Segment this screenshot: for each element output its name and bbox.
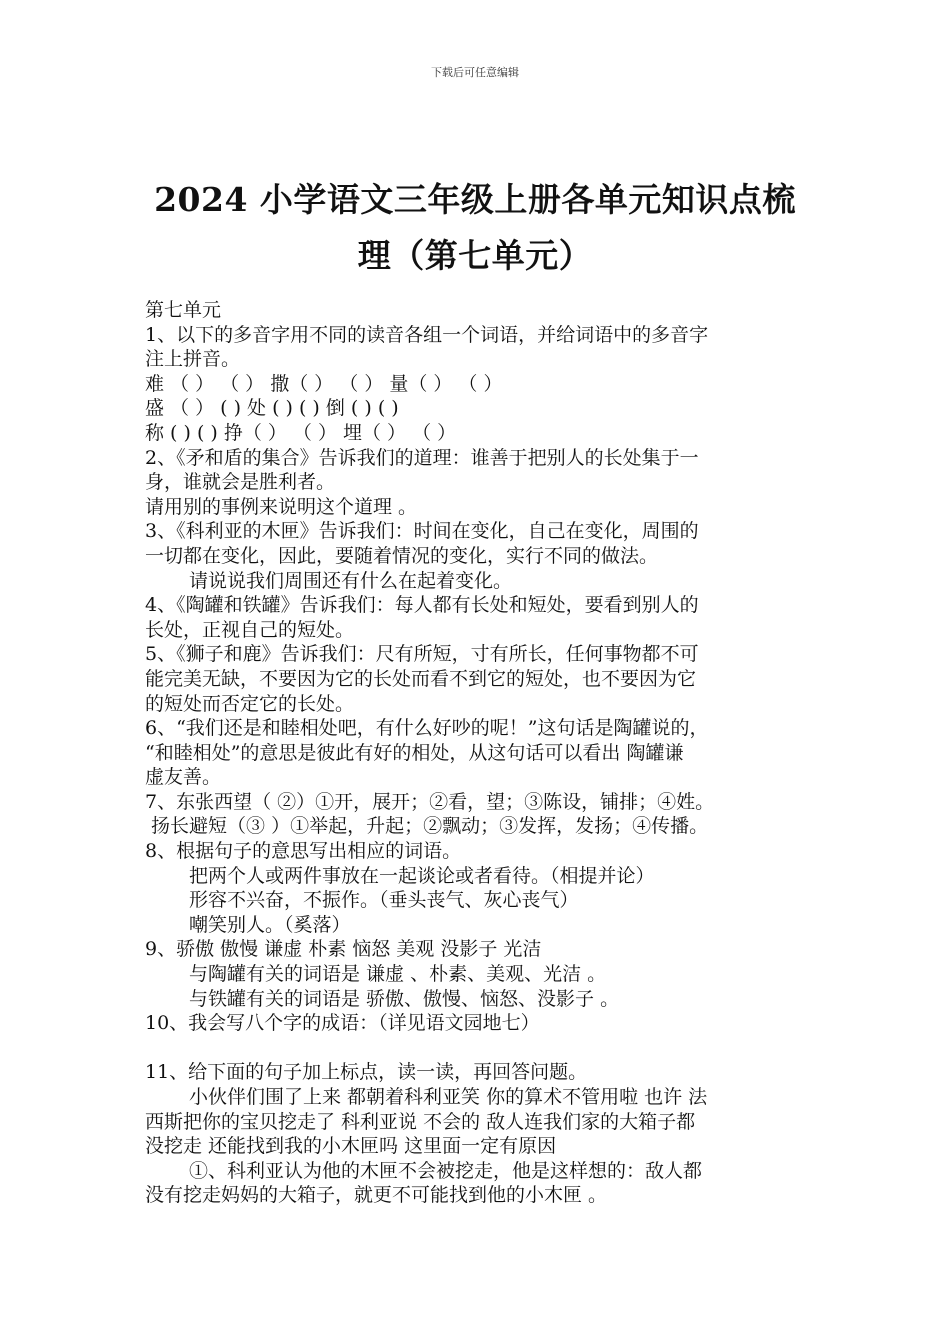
- text-line: 请用别的事例来说明这个道理 。: [145, 495, 418, 518]
- text-line: 小伙伴们围了上来 都朝着科利亚笑 你的算术不管用啦 也许 法: [189, 1086, 708, 1108]
- text-line: 7、东张西望（ ②）①开，展开；②看，望；③陈设，铺排；④姓。: [145, 790, 715, 813]
- text-line: 3、《科利亚的木匣》告诉我们：时间在变化，自己在变化，周围的: [145, 520, 699, 543]
- text-line: 1、以下的多音字用不同的读音各组一个词语，并给词语中的多音字: [145, 323, 709, 346]
- text-line: 没有挖走妈妈的大箱子，就更不可能找到他的小木匣 。: [145, 1184, 608, 1207]
- text-line: “和睦相处”的意思是彼此有好的相处，从这句话可以看出 陶罐谦: [145, 741, 684, 764]
- text-line: 嘲笑别人。（奚落）: [189, 913, 351, 936]
- blank-line: [145, 1036, 815, 1061]
- text-line: 11、给下面的句子加上标点，读一读，再回答问题。: [145, 1061, 588, 1084]
- text-line: ①、科利亚认为他的木匣不会被挖走，他是这样想的：敌人都: [189, 1159, 703, 1182]
- text-line: 6、“我们还是和睦相处吧，有什么好吵的呢！”这句话是陶罐说的，: [145, 717, 709, 740]
- text-line: 长处，正视自己的短处。: [145, 618, 355, 641]
- text-line: 把两个人或两件事放在一起谈论或者看待。（相提并论）: [189, 864, 655, 887]
- text-line: 一切都在变化，因此，要随着情况的变化，实行不同的做法。: [145, 544, 659, 567]
- text-line: 2、《矛和盾的集合》告诉我们的道理：谁善于把别人的长处集于一: [145, 446, 699, 469]
- section-heading: 第七单元: [145, 299, 222, 321]
- text-line: 的短处而否定它的长处。: [145, 692, 355, 715]
- text-line: 形容不兴奋，不振作。（垂头丧气、灰心丧气）: [189, 889, 579, 912]
- text-line: 西斯把你的宝贝挖走了 科利亚说 不会的 敌人连我们家的大箱子都: [145, 1110, 696, 1133]
- text-line: 盛 （ ） ( ) 处 ( ) ( ) 倒 ( ) ( ): [145, 397, 399, 420]
- text-line: 与陶罐有关的词语是 谦虚 、朴素、美观、光洁 。: [189, 963, 607, 986]
- text-line: 与铁罐有关的词语是 骄傲、傲慢、恼怒、没影子 。: [189, 987, 620, 1010]
- text-line: 请说说我们周围还有什么在起着变化。: [189, 569, 513, 592]
- title-line-1: 2024 小学语文三年级上册各单元知识点梳: [154, 180, 796, 219]
- text-line: 称 ( ) ( ) 挣（ ） （ ） 埋（ ） （ ）: [145, 421, 457, 444]
- page-header: 下载后可任意编辑: [431, 66, 519, 79]
- text-line: 难 （ ） （ ） 撒（ ） （ ） 量（ ） （ ）: [145, 372, 503, 395]
- text-line: 8、根据句子的意思写出相应的词语。: [145, 840, 462, 863]
- text-line: 9、骄傲 傲慢 谦虚 朴素 恼怒 美观 没影子 光洁: [145, 938, 542, 961]
- text-line: 虚友善。: [145, 766, 222, 789]
- text-line: 10、我会写八个字的成语：（详见语文园地七）: [145, 1012, 540, 1035]
- document-body: [145, 298, 815, 1208]
- text-line: 身，谁就会是胜利者。: [145, 471, 336, 494]
- text-line: 4、《陶罐和铁罐》告诉我们：每人都有长处和短处，要看到别人的: [145, 594, 699, 617]
- title-line-2: 理（第七单元）: [357, 236, 593, 275]
- text-line: 能完美无缺，不要因为它的长处而看不到它的短处，也不要因为它: [145, 667, 697, 690]
- text-line: 5、《狮子和鹿》告诉我们：尺有所短，寸有所长，任何事物都不可: [145, 643, 699, 666]
- text-line: 扬长避短（③ ）①举起，升起；②飘动；③发挥，发扬；④传播。: [145, 815, 709, 838]
- text-line: 注上拼音。: [145, 348, 241, 371]
- document-title: [130, 172, 820, 284]
- text-line: 没挖走 还能找到我的小木匣吗 这里面一定有原因: [145, 1135, 557, 1158]
